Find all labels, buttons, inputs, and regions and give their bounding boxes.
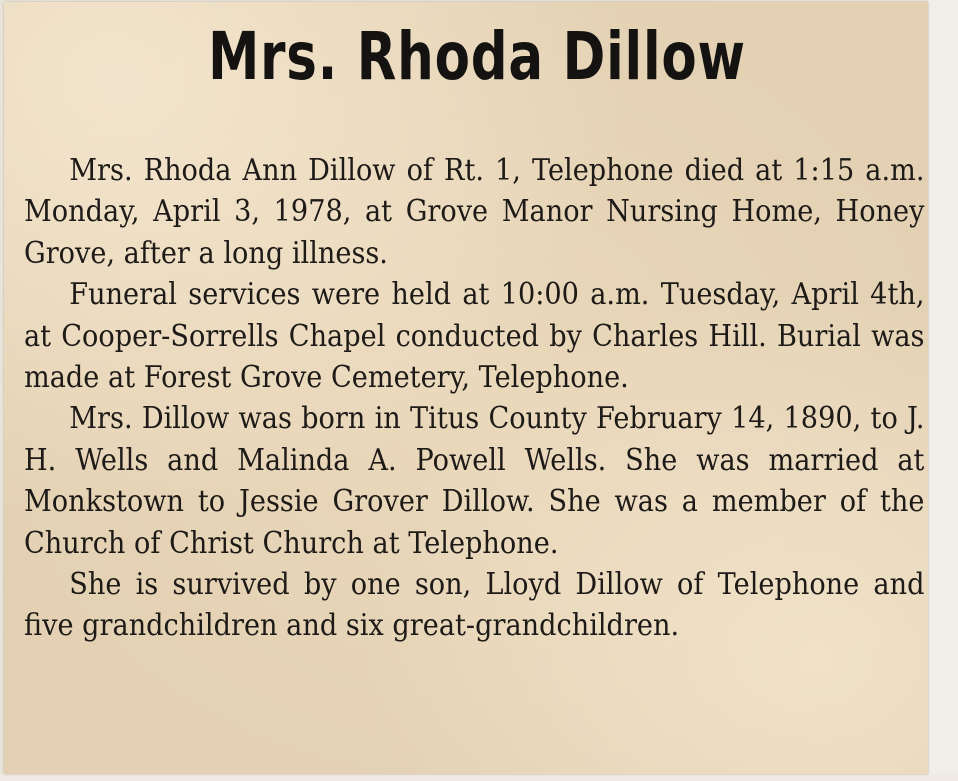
background-edge-right [928, 0, 958, 781]
paragraph-survivors: She is survived by one son, Lloyd Dillow of Telephone and five grandchildren and six great-grandchildren. [24, 567, 925, 644]
obituary-headline: Mrs. Rhoda Dillow [208, 18, 746, 95]
paragraph-death-notice: Mrs. Rhoda Ann Dillow of Rt. 1, Telephone died at 1:15 a.m. Monday, April 3, 1978, at Grove Manor Nursing Home, Honey Grove, after a long illness. [24, 153, 925, 271]
obituary-body [24, 150, 924, 647]
background-edge-bottom [0, 774, 958, 781]
paragraph-biography: Mrs. Dillow was born in Titus County February 14, 1890, to J. H. Wells and Malinda A. Powell Wells. She was married at Monkstown to Jessie Grover Dillow. She was a member of the Church of Christ Church at Telephone. [24, 401, 925, 561]
paragraph-funeral-services: Funeral services were held at 10:00 a.m. Tuesday, April 4th, at Cooper-Sorrells Chapel conducted by Charles Hill. Burial was made at Forest Grove Cemetery, Telephone. [24, 277, 925, 396]
